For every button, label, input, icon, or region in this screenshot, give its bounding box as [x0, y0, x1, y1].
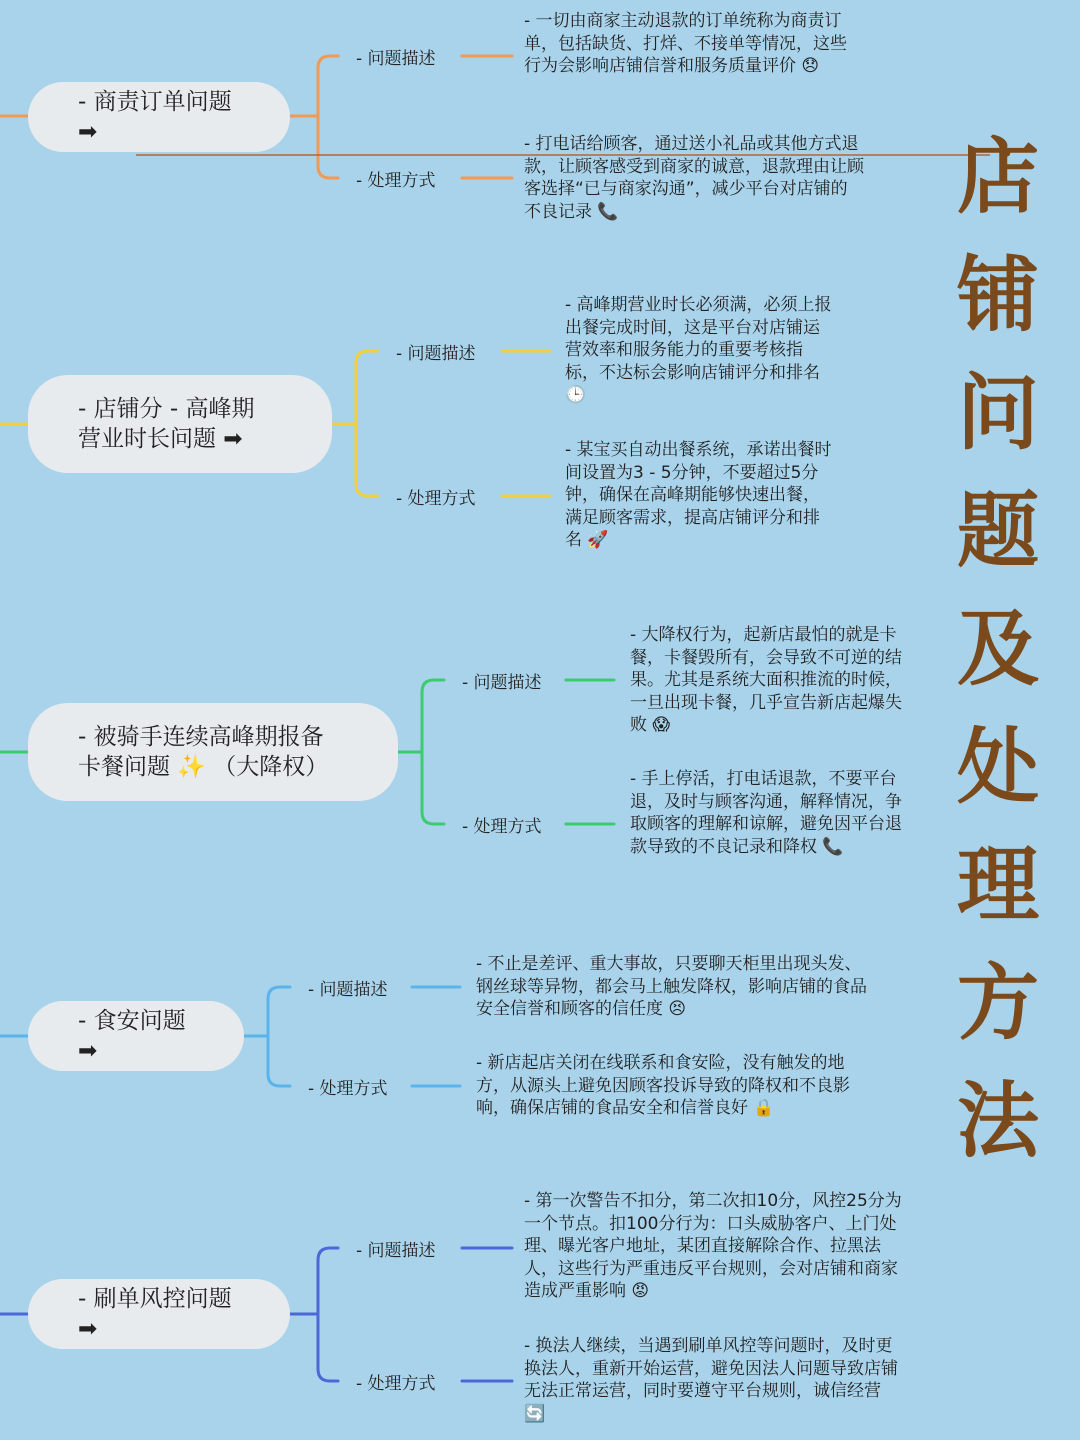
page-title-vertical	[950, 118, 1046, 1180]
title-char: 法	[956, 1073, 1039, 1169]
branch-4-desc-label: - 问题描述	[308, 980, 388, 1000]
branch-3-desc-text: - 大降权行为，起新店最怕的就是卡餐，卡餐毁所有，会导致不可逆的结果。尤其是系统大面积推流的时候，一旦出现卡餐，几乎宣告新店起爆失败 😱	[630, 625, 902, 735]
branch-1-method-text: - 打电话给顾客，通过送小礼品或其他方式退款，让顾客感受到商家的诚意，退款理由让顾客选择“已与商家沟通”，减少平台对店铺的不良记录 📞	[524, 134, 864, 222]
branch-4-topic	[28, 1001, 244, 1071]
branch-3-desc-label: - 问题描述	[462, 673, 542, 693]
branch-1-desc-text: - 一切由商家主动退款的订单统称为商责订单，包括缺货、打烊、不接单等情况，这些行为会影响店铺信誉和服务质量评价 😞	[524, 11, 847, 76]
branch-1-topic	[28, 82, 290, 152]
branch-4-method-label: - 处理方式	[308, 1079, 388, 1099]
branch-3-topic-label: - 被骑手连续高峰期报备 卡餐问题 ✨ （大降权）	[78, 724, 329, 780]
title-char: 问	[956, 365, 1039, 461]
branch-5-topic-label: - 刷单风控问题 ➡	[78, 1286, 239, 1342]
branch-1-topic-label: - 商责订单问题 ➡	[78, 89, 239, 145]
branch-5-desc-text: - 第一次警告不扣分，第二次扣10分，风控25分为一个节点。扣100分行为：口头威胁客户、上门处理、曝光客户地址，某团直接解除合作、拉黑法人，这些行为严重违反平台规则，会对店铺和商家造成严重影响 😡	[524, 1191, 902, 1301]
branch-4-topic-label: - 食安问题 ➡	[78, 1008, 193, 1064]
title-char: 题	[956, 483, 1039, 579]
branch-3-topic	[28, 703, 398, 801]
branch-4-desc-text: - 不止是差评、重大事故，只要聊天柜里出现头发、钢丝球等异物，都会马上触发降权，影响店铺的食品安全信誉和顾客的信任度 😣	[476, 954, 867, 1019]
title-char: 方	[956, 955, 1039, 1051]
branch-5-topic	[28, 1279, 290, 1349]
branch-2-method-text: - 某宝买自动出餐系统，承诺出餐时间设置为3 - 5分钟，不要超过5分钟，确保在高峰期能够快速出餐，满足顾客需求，提高店铺评分和排名 🚀	[565, 440, 832, 550]
branch-2-desc-text: - 高峰期营业时长必须满，必须上报出餐完成时间，这是平台对店铺运营效率和服务能力的重要考核指标，不达标会影响店铺评分和排名 🕒	[565, 295, 832, 405]
branch-4-method-text: - 新店起店关闭在线联系和食安险，没有触发的地方，从源头上避免因顾客投诉导致的降权和不良影响，确保店铺的食品安全和信誉良好 🔒	[476, 1053, 850, 1118]
branch-2-topic-label: - 店铺分 - 高峰期 营业时长问题 ➡	[78, 396, 255, 452]
title-char: 理	[956, 837, 1039, 933]
branch-1-method-label: - 处理方式	[356, 171, 436, 191]
branch-2-topic	[28, 375, 332, 473]
title-char: 及	[956, 601, 1039, 697]
title-char: 处	[956, 719, 1039, 815]
branch-3-method-label: - 处理方式	[462, 817, 542, 837]
title-char: 铺	[956, 247, 1039, 343]
branch-1-fork	[290, 56, 338, 178]
branch-5-method-label: - 处理方式	[356, 1374, 436, 1394]
branch-1-desc-label: - 问题描述	[356, 49, 436, 69]
title-char: 店	[956, 129, 1039, 225]
branch-2-fork	[332, 351, 378, 496]
branch-3-method-text: - 手上停活，打电话退款，不要平台退，及时与顾客沟通，解释情况，争取顾客的理解和谅解，避免因平台退款导致的不良记录和降权 📞	[630, 769, 902, 857]
branch-5-method-text: - 换法人继续，当遇到刷单风控等问题时，及时更换法人，重新开始运营，避免因法人问题导致店铺无法正常运营，同时要遵守平台规则，诚信经营 🔄	[524, 1336, 898, 1424]
branch-3-fork	[398, 680, 444, 824]
branch-4-fork	[244, 987, 290, 1086]
branch-5-desc-label: - 问题描述	[356, 1241, 436, 1261]
branch-2-method-label: - 处理方式	[396, 489, 476, 509]
branch-2-desc-label: - 问题描述	[396, 344, 476, 364]
branch-5-fork	[290, 1248, 338, 1381]
